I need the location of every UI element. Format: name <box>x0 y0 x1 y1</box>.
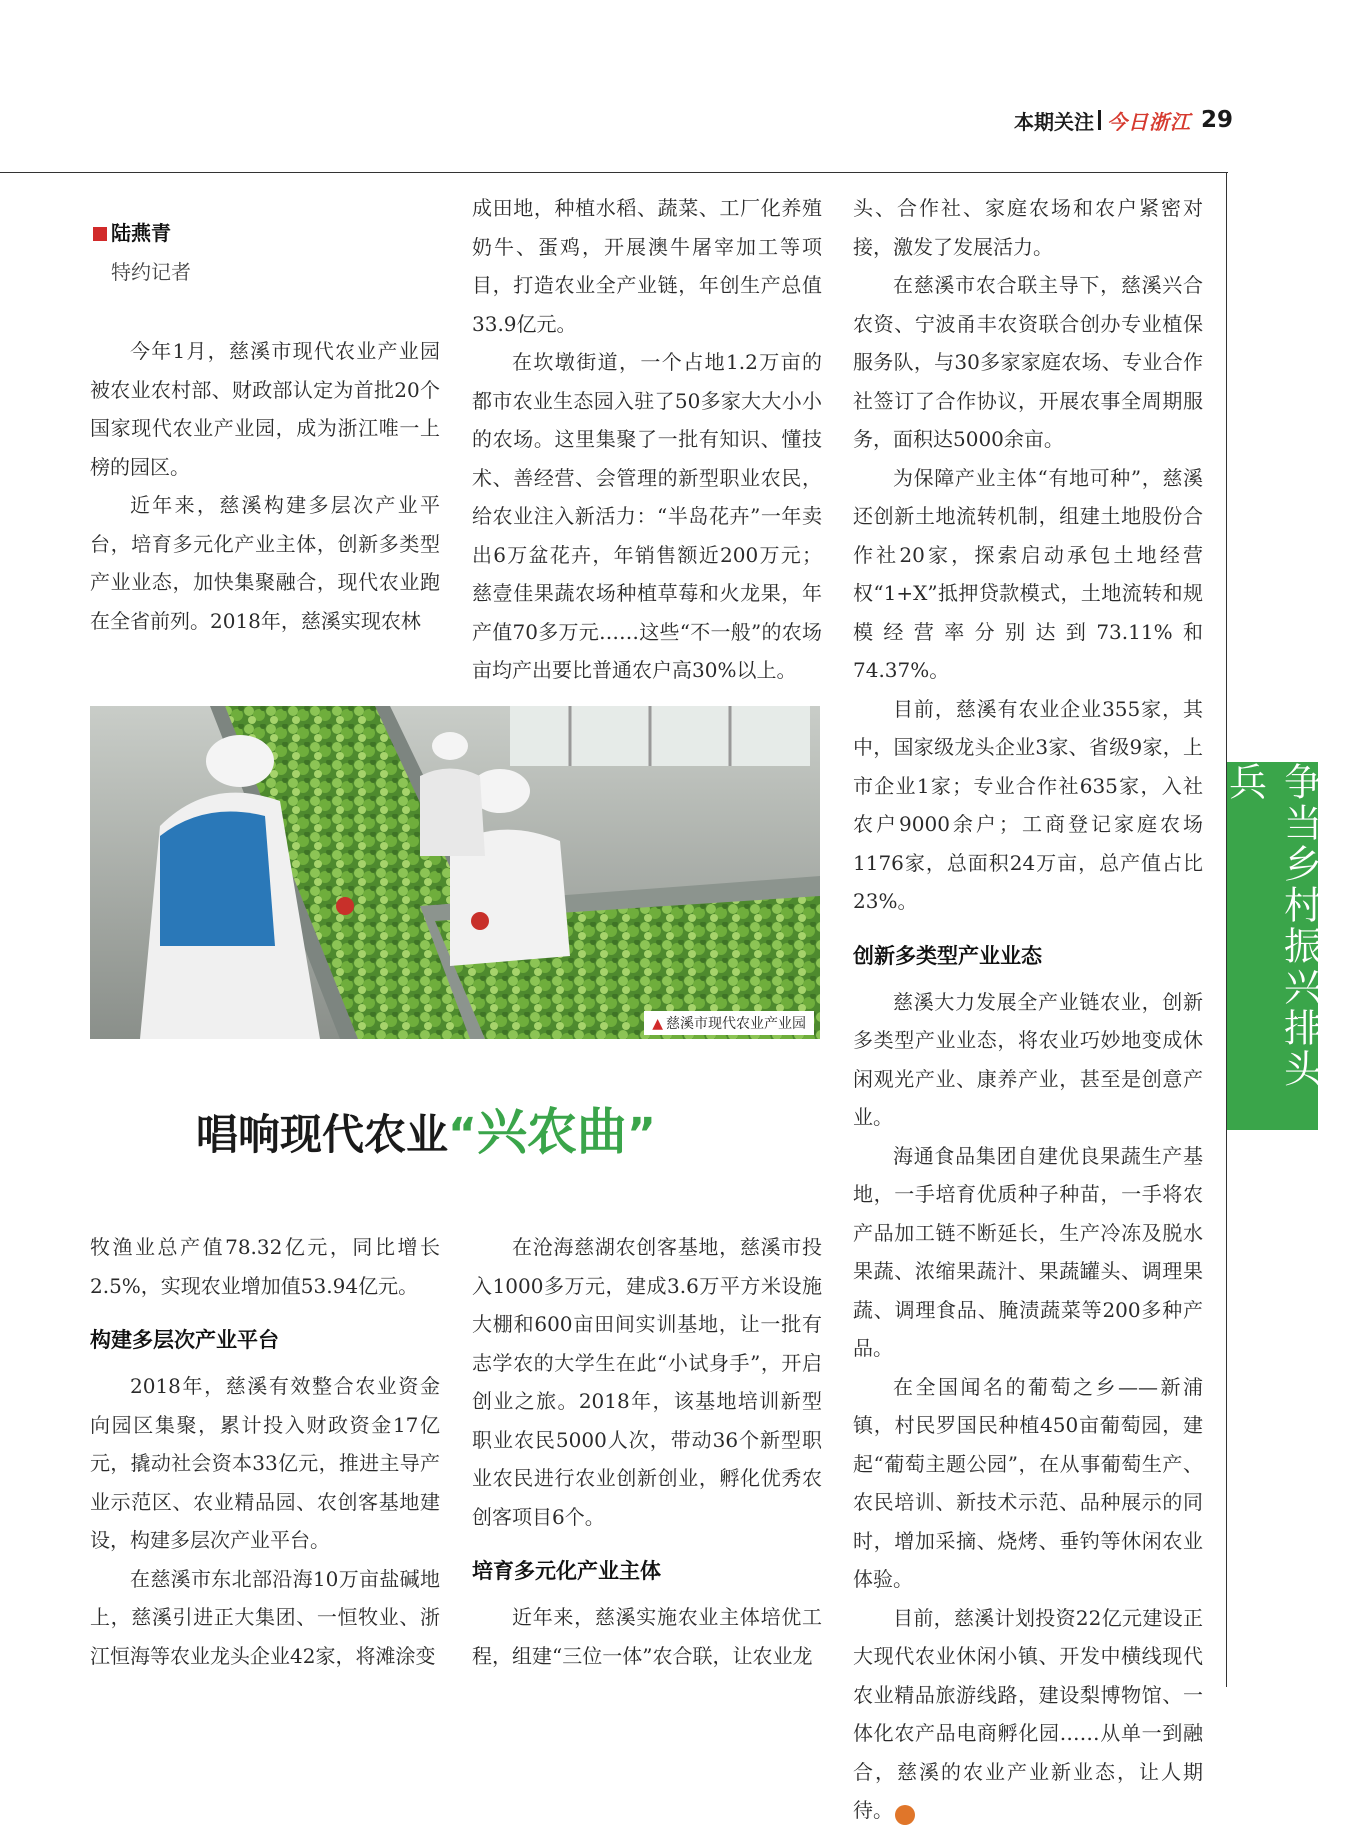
subheading: 培育多元化产业主体 <box>472 1559 661 1583</box>
photo-illustration <box>90 706 820 1039</box>
headline-emphasis: 兴农曲 <box>476 1103 627 1161</box>
subheading: 创新多类型产业业态 <box>853 943 1042 968</box>
byline <box>93 217 191 285</box>
article-photo <box>90 706 820 1039</box>
byline-marker-icon <box>93 227 107 241</box>
paragraph: 在慈溪市东北部沿海10万亩盐碱地上，慈溪引进正大集团、一恒牧业、浙江恒海等农业龙头企业42家，将滩涂变 <box>90 1566 440 1668</box>
end-mark-icon: 今 <box>895 1805 915 1825</box>
paragraph: 在慈溪市农合联主导下，慈溪兴合农资、宁波甬丰农资联合创办专业植保服务队，与30多家家庭农场、专业合作社签订了合作协议，开展农事全周期服务，面积达5000余亩。 <box>853 273 1203 451</box>
page-header <box>1014 104 1233 136</box>
right-column <box>853 189 1203 1830</box>
headline-open-quote: “ <box>448 1109 477 1160</box>
headline-main: 唱响现代农业 <box>196 1110 449 1159</box>
paragraph: 在全国闻名的葡萄之乡——新浦镇，村民罗国民种植450亩葡萄园，建起“葡萄主题公园”，在从事葡萄生产、农民培训、新技术示范、品种展示的同时，增加采摘、烧烤、垂钓等休闲农业体验。 <box>853 1374 1203 1591</box>
paragraph-text: 目前，慈溪计划投资22亿元建设正大现代农业休闲小镇、开发中横线现代农业精品旅游线路，建设梨博物馆、一体化农产品电商孵化园……从单一到融合，慈溪的农业产业新业态，让人期待。 <box>853 1605 1203 1822</box>
paragraph: 在坎墩街道，一个占地1.2万亩的都市农业生态园入驻了50多家大大小小的农场。这里集聚了一批有知识、懂技术、善经营、会管理的新型职业农民，给农业注入新活力：“半岛花卉”一年卖出6万盆花卉，年销售额近200万元；慈壹佳果蔬农场种植草莓和火龙果，年产值70多万元……这些“不一般”的农场亩均产出要比普通农户高30%以上。 <box>472 350 822 682</box>
author-role: 特约记者 <box>111 260 191 284</box>
caption-triangle-icon: ▲ <box>652 1016 663 1032</box>
upper-column-1 <box>90 332 440 640</box>
paragraph: 近年来，慈溪实施农业主体培优工程，组建“三位一体”农合联，让农业龙 <box>472 1605 822 1668</box>
paragraph <box>853 1599 1203 1830</box>
headline-close-quote: ” <box>626 1109 656 1160</box>
paragraph: 牧渔业总产值78.32亿元，同比增长2.5%，实现农业增加值53.94亿元。 <box>90 1235 440 1298</box>
paragraph: 目前，慈溪有农业企业355家，其中，国家级龙头企业3家、省级9家，上市企业1家；专业合作社635家，入社农户9000余户；工商登记家庭农场1176家，总面积24万亩，总产值占比23%。 <box>853 696 1203 913</box>
photo-caption <box>644 1011 814 1035</box>
side-tab <box>1222 762 1322 1130</box>
subheading: 构建多层次产业平台 <box>90 1328 279 1352</box>
author-name: 陆燕青 <box>111 221 171 245</box>
caption-text: 慈溪市现代农业产业园 <box>666 1016 806 1032</box>
paragraph: 2018年，慈溪有效整合农业资金向园区集聚，累计投入财政资金17亿元，撬动社会资本33亿元，推进主导产业示范区、农业精品园、农创客基地建设，构建多层次产业平台。 <box>90 1374 440 1552</box>
paragraph: 今年1月，慈溪市现代农业产业园被农业农村部、财政部认定为首批20个国家现代农业产业园，成为浙江唯一上榜的园区。 <box>90 339 440 479</box>
section-label: 本期关注 <box>1014 109 1094 134</box>
paragraph: 在沧海慈湖农创客基地，慈溪市投入1000多万元，建成3.6万平方米设施大棚和600亩田间实训基地，让一批有志学农的大学生在此“小试身手”，开启创业之旅。2018年，该基地培训新型职业农民5000人次，带动36个新型职业农民进行农业创新创业，孵化优秀农创客项目6个。 <box>472 1235 822 1529</box>
top-rule <box>0 172 1228 173</box>
paragraph: 头、合作社、家庭农场和农户紧密对接，激发了发展活力。 <box>853 196 1203 259</box>
header-divider <box>1098 110 1101 130</box>
lower-column-2 <box>472 1228 822 1675</box>
paragraph: 为保障产业主体“有地可种”，慈溪还创新土地流转机制，组建土地股份合作社20家，探索启动承包土地经营权“1+X”抵押贷款模式，土地流转和规模经营率分别达到73.11%和74.37%。 <box>853 465 1203 682</box>
paragraph: 近年来，慈溪构建多层次产业平台，培育多元化产业主体，创新多类型产业业态，加快集聚融合，现代农业跑在全省前列。2018年，慈溪实现农林 <box>90 493 440 633</box>
paragraph: 慈溪大力发展全产业链农业，创新多类型产业业态，将农业巧妙地变成休闲观光产业、康养产业，甚至是创意产业。 <box>853 989 1203 1129</box>
lower-column-1 <box>90 1228 440 1675</box>
paragraph: 成田地，种植水稻、蔬菜、工厂化养殖奶牛、蛋鸡，开展澳牛屠宰加工等项目，打造农业全产业链，年创生产总值33.9亿元。 <box>472 196 822 336</box>
magazine-logo: 今日浙江 <box>1107 109 1191 134</box>
side-tab-label: 争当乡村振兴排头兵 <box>1222 762 1322 1090</box>
paragraph: 海通食品集团自建优良果蔬生产基地，一手培育优质种子种苗，一手将农产品加工链不断延长，生产冷冻及脱水果蔬、浓缩果蔬汁、果蔬罐头、调理果蔬、调理食品、腌渍蔬菜等200多种产品。 <box>853 1143 1203 1360</box>
upper-column-2 <box>472 189 822 690</box>
page-number: 29 <box>1201 107 1234 133</box>
article-headline <box>196 1092 656 1164</box>
